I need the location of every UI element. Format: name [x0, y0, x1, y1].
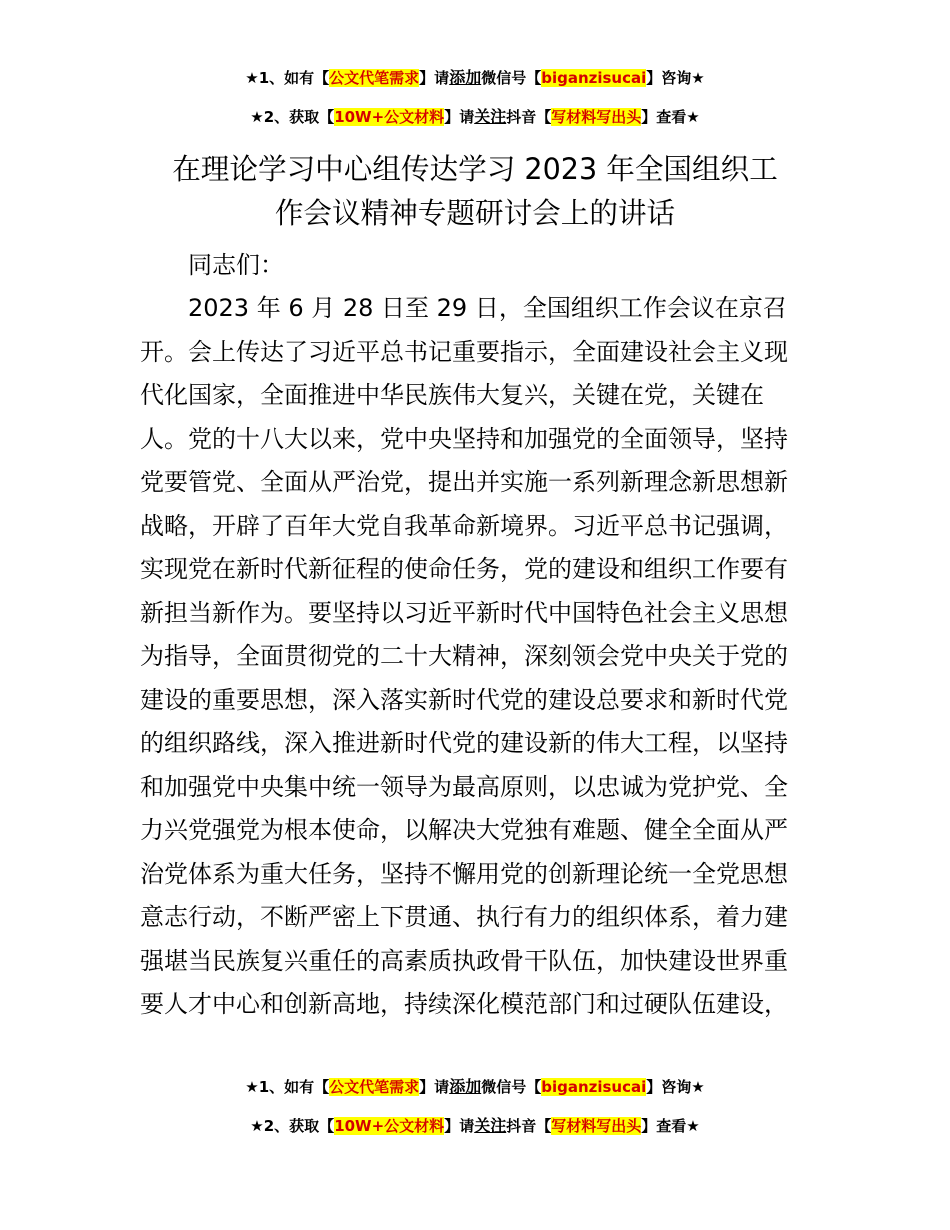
- paragraph-line: 为指导，全面贯彻党的二十大精神，深刻领会党中央关于党的: [140, 642, 788, 670]
- promo-highlight: 10W+公文材料: [334, 1117, 445, 1135]
- promo-text: 微信号【: [481, 1078, 542, 1096]
- promo-text: 】查看★: [641, 108, 700, 126]
- paragraph-line: 力兴党强党为根本使命，以解决大党独有难题、健全全面从严: [140, 816, 788, 844]
- promo-text: ★1、如有【: [245, 1078, 330, 1096]
- promo-text: 】咨询★: [646, 1078, 705, 1096]
- salutation: 同志们：: [188, 251, 284, 279]
- promo-line-2-top: [0, 107, 950, 127]
- paragraph-line: 2023 年 6 月 28 日至 29 日，全国组织工作会议在京召: [140, 294, 787, 322]
- paragraph-line: 人。党的十八大以来，党中央坚持和加强党的全面领导，坚持: [140, 424, 788, 453]
- paragraph-line: 开。会上传达了习近平总书记重要指示，全面建设社会主义现: [140, 337, 788, 366]
- paragraph-line: 和加强党中央集中统一领导为最高原则，以忠诚为党护党、全: [140, 772, 788, 801]
- paragraph-line: 要人才中心和创新高地，持续深化模范部门和过硬队伍建设，: [140, 990, 788, 1018]
- paragraph-line: 党要管党、全面从严治党，提出并实施一系列新理念新思想新: [140, 468, 788, 496]
- promo-emphasis: 添加: [449, 68, 482, 87]
- promo-text: 】请: [419, 69, 450, 87]
- paragraph-line: 代化国家，全面推进中华民族伟大复兴，关键在党，关键在: [140, 381, 764, 409]
- promo-text: 】咨询★: [646, 69, 705, 87]
- promo-line-1-top: [0, 68, 950, 88]
- promo-text: ★2、获取【: [250, 1117, 335, 1135]
- paragraph-line: 新担当新作为。要坚持以习近平新时代中国特色社会主义思想: [140, 598, 788, 627]
- paragraph-line: 的组织路线，深入推进新时代党的建设新的伟大工程，以坚持: [140, 729, 788, 757]
- promo-emphasis: 添加: [449, 1077, 482, 1096]
- paragraph-line: 实现党在新时代新征程的使命任务，党的建设和组织工作要有: [140, 555, 788, 583]
- promo-line-2-bottom: [0, 1116, 950, 1136]
- promo-text: 】请: [444, 1117, 475, 1135]
- paragraph-line: 意志行动，不断严密上下贯通、执行有力的组织体系，着力建: [140, 903, 788, 931]
- promo-text: 】请: [444, 108, 475, 126]
- document-title-line-1: 在理论学习中心组传达学习 2023 年全国组织工: [172, 152, 778, 186]
- paragraph-line: 治党体系为重大任务，坚持不懈用党的创新理论统一全党思想: [140, 859, 788, 888]
- promo-highlight: 写材料写出头: [551, 108, 642, 126]
- promo-text: 抖音【: [506, 108, 552, 126]
- promo-highlight: 写材料写出头: [551, 1117, 642, 1135]
- promo-emphasis: 关注: [474, 1116, 507, 1135]
- paragraph-line: 建设的重要思想，深入落实新时代党的建设总要求和新时代党: [140, 685, 788, 714]
- paragraph-line: 战略，开辟了百年大党自我革命新境界。习近平总书记强调，: [140, 511, 788, 540]
- promo-text: 抖音【: [506, 1117, 552, 1135]
- promo-line-1-bottom: [0, 1077, 950, 1097]
- promo-emphasis: 关注: [474, 107, 507, 126]
- promo-text: ★2、获取【: [250, 108, 335, 126]
- promo-highlight: 公文代笔需求: [329, 1078, 420, 1096]
- promo-highlight: 10W+公文材料: [334, 108, 445, 126]
- promo-text: 】查看★: [641, 1117, 700, 1135]
- promo-text: 】请: [419, 1078, 450, 1096]
- promo-text: ★1、如有【: [245, 69, 330, 87]
- paragraph-line: 强堪当民族复兴重任的高素质执政骨干队伍，加快建设世界重: [140, 946, 788, 975]
- promo-highlight: 公文代笔需求: [329, 69, 420, 87]
- document-title-line-2: 作会议精神专题研讨会上的讲话: [274, 196, 676, 230]
- promo-highlight: biganzisucai: [541, 1078, 647, 1096]
- promo-text: 微信号【: [481, 69, 542, 87]
- promo-highlight: biganzisucai: [541, 69, 647, 87]
